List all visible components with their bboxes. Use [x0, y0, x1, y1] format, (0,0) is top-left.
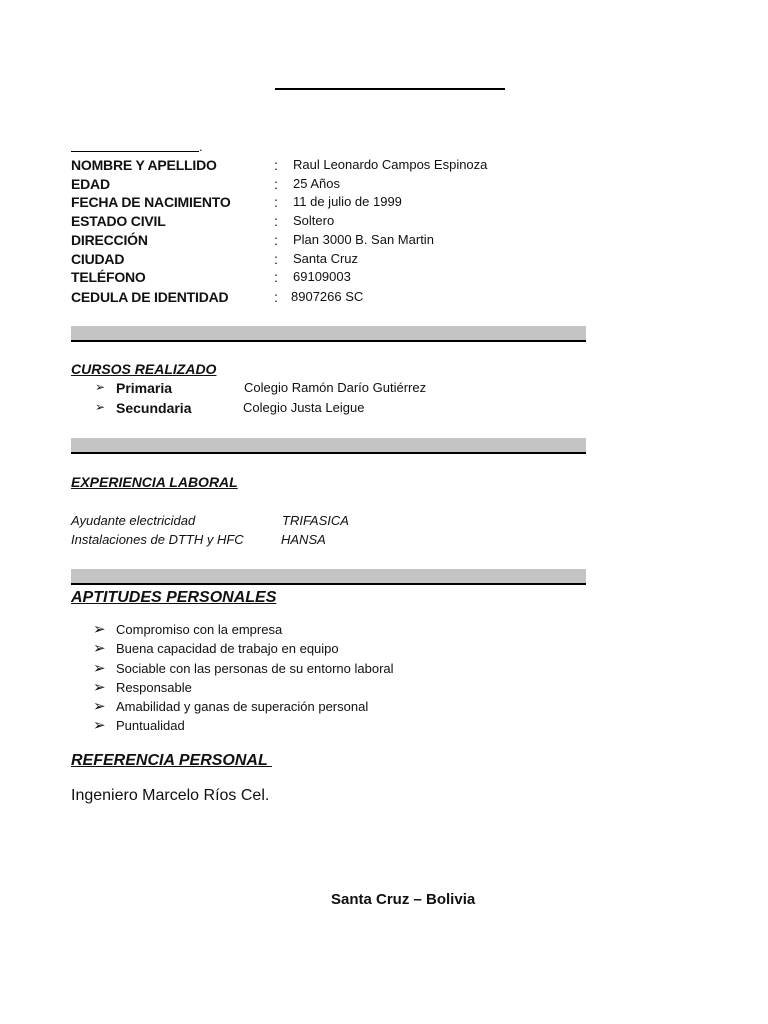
job-company: HANSA [281, 532, 326, 547]
info-row-name [71, 157, 591, 176]
info-colon: : [274, 269, 278, 285]
reference-text: Ingeniero Marcelo Ríos Cel. [71, 787, 270, 804]
course-school: Colegio Ramón Darío Gutiérrez [244, 380, 427, 395]
aptitude-text: Sociable con las personas de su entorno laboral [116, 661, 394, 676]
job-item [71, 532, 471, 550]
aptitude-text: Buena capacidad de trabajo en equipo [116, 641, 339, 656]
aptitude-item [93, 699, 573, 718]
arrow-bullet-icon: ➢ [93, 679, 106, 696]
aptitude-item [93, 661, 573, 680]
aptitude-item [93, 680, 573, 699]
info-label: DIRECCIÓN [71, 232, 148, 248]
course-item [95, 400, 575, 420]
arrow-bullet-icon: ➢ [93, 717, 106, 734]
aptitude-text: Puntualidad [116, 718, 185, 733]
info-row-address [71, 232, 591, 251]
info-value: Plan 3000 B. San Martin [293, 232, 434, 247]
info-value: 25 Años [293, 176, 340, 191]
info-label: NOMBRE Y APELLIDO [71, 157, 217, 173]
info-value: 11 de julio de 1999 [293, 194, 402, 209]
info-label: CEDULA DE IDENTIDAD [71, 289, 229, 305]
info-row-city [71, 251, 591, 270]
info-value: Soltero [293, 213, 335, 228]
aptitude-text: Amabilidad y ganas de superación personal [116, 699, 369, 714]
info-colon: : [274, 194, 278, 210]
info-row-civil-status [71, 213, 591, 232]
job-company: TRIFASICA [282, 513, 349, 528]
info-value: 8907266 SC [291, 289, 364, 304]
title-underline [275, 88, 505, 90]
info-row-birthdate [71, 194, 591, 213]
arrow-bullet-icon: ➢ [95, 400, 106, 414]
aptitude-text: Responsable [116, 680, 192, 695]
info-colon: : [274, 157, 278, 173]
info-label: ESTADO CIVIL [71, 213, 166, 229]
info-row-id [71, 289, 591, 308]
info-label: EDAD [71, 176, 110, 192]
aptitude-text: Compromiso con la empresa [116, 622, 283, 637]
course-item [95, 380, 575, 400]
aptitude-item [93, 622, 573, 641]
section-divider [71, 438, 586, 454]
placeholder-dot: . [199, 139, 203, 154]
info-value: Santa Cruz [293, 251, 359, 266]
arrow-bullet-icon: ➢ [93, 698, 106, 715]
section-divider [71, 569, 586, 585]
courses-title: CURSOS REALIZADO [71, 361, 217, 377]
info-colon: : [274, 232, 278, 248]
info-colon: : [274, 213, 278, 229]
info-colon: : [274, 176, 278, 192]
photo-placeholder-line [71, 139, 199, 152]
arrow-bullet-icon: ➢ [93, 640, 106, 657]
job-item [71, 513, 471, 531]
aptitude-item [93, 641, 573, 660]
job-role: Ayudante electricidad [71, 513, 196, 528]
info-row-phone [71, 269, 591, 288]
course-school: Colegio Justa Leigue [243, 400, 365, 415]
arrow-bullet-icon: ➢ [95, 380, 106, 394]
info-row-age [71, 176, 591, 195]
aptitude-item [93, 718, 573, 737]
info-colon: : [274, 289, 278, 305]
arrow-bullet-icon: ➢ [93, 621, 106, 638]
footer-location: Santa Cruz – Bolivia [331, 891, 476, 908]
experience-title: EXPERIENCIA LABORAL [71, 474, 238, 490]
section-divider [71, 326, 586, 342]
info-label: TELÉFONO [71, 269, 146, 285]
aptitudes-title: APTITUDES PERSONALES [71, 589, 277, 606]
job-role: Instalaciones de DTTH y HFC [71, 532, 244, 547]
info-colon: : [274, 251, 278, 267]
course-level: Secundaria [116, 400, 192, 416]
info-label: CIUDAD [71, 251, 125, 267]
info-label: FECHA DE NACIMIENTO [71, 194, 231, 210]
info-value: Raul Leonardo Campos Espinoza [293, 157, 488, 172]
course-level: Primaria [116, 380, 173, 396]
info-value: 69109003 [293, 269, 351, 284]
reference-title: REFERENCIA PERSONAL [71, 752, 272, 769]
arrow-bullet-icon: ➢ [93, 660, 106, 677]
